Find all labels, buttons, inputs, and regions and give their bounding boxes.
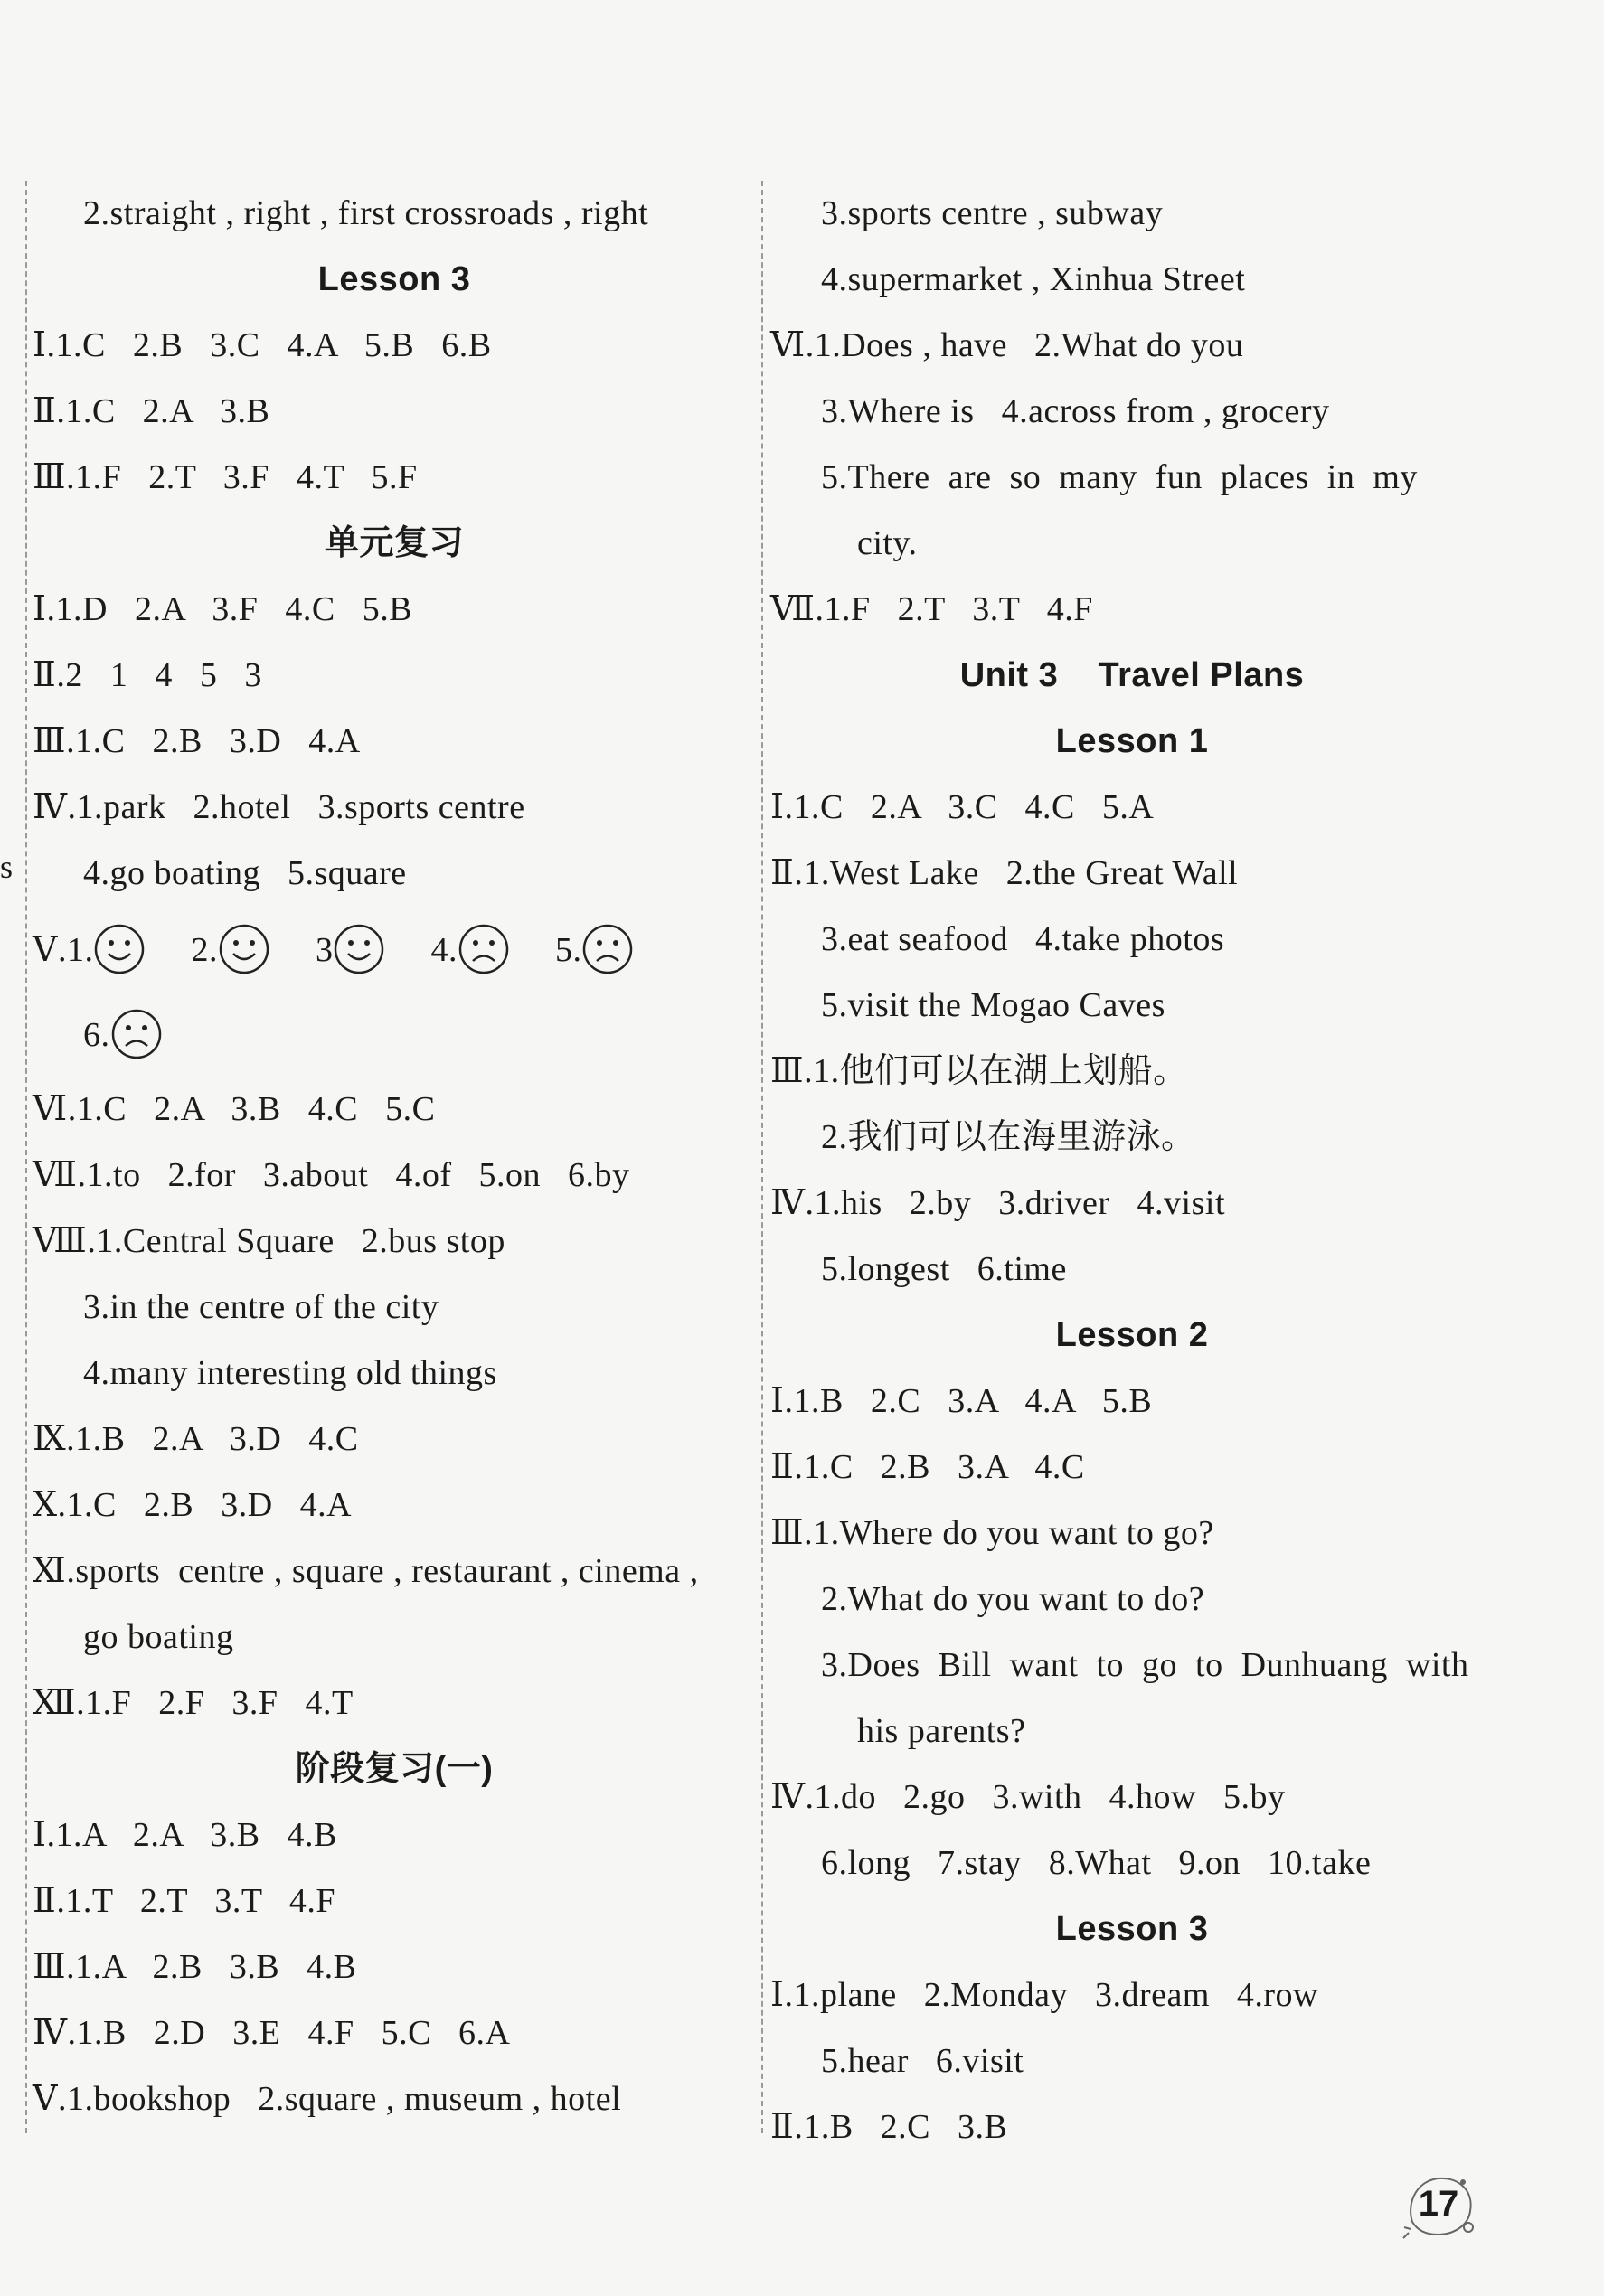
section-heading: Lesson 1 <box>1055 722 1209 760</box>
section-heading: 阶段复习(一) <box>295 1750 494 1788</box>
section-heading: 单元复习 <box>324 524 464 562</box>
answer-line: Ⅸ.1.B 2.A 3.D 4.C <box>33 1420 359 1458</box>
answer-line: 3.sports centre , subway <box>821 194 1164 232</box>
right-column <box>770 181 1494 2160</box>
answer-line: Ⅲ.1.Where do you want to go? <box>770 1514 1214 1552</box>
answer-line: 5.There are so many fun places in my <box>821 458 1418 496</box>
sad-face-icon <box>458 923 510 975</box>
answer-line: 6.long 7.stay 8.What 9.on 10.take <box>821 1844 1372 1882</box>
section-heading: Lesson 3 <box>1055 1910 1209 1948</box>
answer-line: Ⅳ.1.his 2.by 3.driver 4.visit <box>770 1184 1226 1222</box>
answer-line: 3.in the centre of the city <box>83 1288 439 1326</box>
answer-line: 4.supermarket , Xinhua Street <box>821 260 1246 298</box>
answer-line: Ⅳ.1.park 2.hotel 3.sports centre <box>33 788 525 826</box>
section-numeral: Ⅴ. <box>33 931 67 969</box>
answer-line: Ⅲ.1.他们可以在湖上划船。 <box>770 1052 1188 1090</box>
edge-letter: s <box>0 849 14 885</box>
answer-line: Ⅳ.1.B 2.D 3.E 4.F 5.C 6.A <box>33 2014 511 2052</box>
answer-line: Ⅶ.1.F 2.T 3.T 4.F <box>770 590 1093 628</box>
answer-line: 3.Does Bill want to go to Dunhuang with <box>821 1646 1469 1684</box>
answer-line: Ⅰ.1.C 2.B 3.C 4.A 5.B 6.B <box>33 326 492 364</box>
answer-line: Ⅺ.sports centre , square , restaurant , cinema , <box>33 1552 699 1590</box>
sad-face-icon <box>110 1008 163 1060</box>
answer-line: Ⅱ.1.T 2.T 3.T 4.F <box>33 1882 336 1920</box>
answer-line: Ⅶ.1.to 2.for 3.about 4.of 5.on 6.by <box>33 1156 630 1194</box>
answer-line: 5.visit the Mogao Caves <box>821 986 1165 1024</box>
answer-line: Ⅱ.1.West Lake 2.the Great Wall <box>770 854 1239 892</box>
answer-line: Ⅰ.1.B 2.C 3.A 4.A 5.B <box>770 1382 1153 1420</box>
answer-line: Ⅲ.1.F 2.T 3.F 4.T 5.F <box>33 458 418 496</box>
answer-line: 5.longest 6.time <box>821 1250 1067 1288</box>
answer-line: 2.straight , right , first crossroads , right <box>83 194 649 232</box>
answer-line: Ⅳ.1.do 2.go 3.with 4.how 5.by <box>770 1778 1286 1816</box>
answer-line: 4.go boating 5.square <box>83 854 407 892</box>
answer-line: 3.eat seafood 4.take photos <box>821 920 1225 958</box>
left-margin-line <box>25 181 27 2133</box>
face-item-number: 5. <box>554 931 582 969</box>
answer-line: city. <box>857 524 918 562</box>
smiley-face-icon <box>93 923 146 975</box>
face-item-number: 6. <box>83 1016 110 1054</box>
answer-line: his parents? <box>857 1712 1026 1750</box>
sad-face-icon <box>581 923 634 975</box>
face-item-number: 2. <box>191 931 218 969</box>
answer-line: Ⅱ.1.C 2.B 3.A 4.C <box>770 1448 1085 1486</box>
answer-line: Ⅴ.1.bookshop 2.square , museum , hotel <box>33 2080 622 2118</box>
answer-line: Ⅵ.1.Does , have 2.What do you <box>770 326 1244 364</box>
face-answer-line <box>33 993 756 1077</box>
smiley-face-icon <box>218 923 270 975</box>
page-number-text: 17 <box>1418 2184 1459 2224</box>
answer-line: Ⅱ.1.C 2.A 3.B <box>33 392 270 430</box>
answer-line: 2.我们可以在海里游泳。 <box>821 1118 1196 1156</box>
section-heading: Lesson 2 <box>1055 1316 1209 1354</box>
answer-line: 2.What do you want to do? <box>821 1580 1205 1618</box>
answer-line: Ⅰ.1.D 2.A 3.F 4.C 5.B <box>33 590 413 628</box>
section-heading: Lesson 3 <box>317 260 471 298</box>
answer-line: Ⅱ.1.B 2.C 3.B <box>770 2108 1008 2146</box>
answer-line: 3.Where is 4.across from , grocery <box>821 392 1330 430</box>
answer-line: 4.many interesting old things <box>83 1354 497 1392</box>
page-number <box>1409 2177 1468 2231</box>
answer-line: 5.hear 6.visit <box>821 2042 1024 2080</box>
answer-line: Ⅰ.1.C 2.A 3.C 4.C 5.A <box>770 788 1155 826</box>
face-answer-line <box>33 907 756 993</box>
answer-line: Ⅰ.1.A 2.A 3.B 4.B <box>33 1816 337 1854</box>
answer-line: Ⅲ.1.A 2.B 3.B 4.B <box>33 1948 357 1986</box>
answer-line: Ⅵ.1.C 2.A 3.B 4.C 5.C <box>33 1090 436 1128</box>
answer-line: Ⅲ.1.C 2.B 3.D 4.A <box>33 722 361 760</box>
section-heading: Unit 3 Travel Plans <box>959 656 1305 694</box>
answer-line: Ⅰ.1.plane 2.Monday 3.dream 4.row <box>770 1976 1318 2014</box>
face-item-number: 4. <box>430 931 458 969</box>
answer-line: Ⅱ.2 1 4 5 3 <box>33 656 262 694</box>
face-item-number: 3 <box>315 931 334 969</box>
left-column <box>33 181 756 2132</box>
smiley-face-icon <box>333 923 385 975</box>
answer-line: Ⅻ.1.F 2.F 3.F 4.T <box>33 1684 354 1722</box>
answer-line: Ⅹ.1.C 2.B 3.D 4.A <box>33 1486 353 1524</box>
face-item-number: 1. <box>66 931 94 969</box>
answer-line: Ⅷ.1.Central Square 2.bus stop <box>33 1222 505 1260</box>
column-divider <box>761 181 763 2133</box>
answer-line: go boating <box>83 1618 234 1656</box>
